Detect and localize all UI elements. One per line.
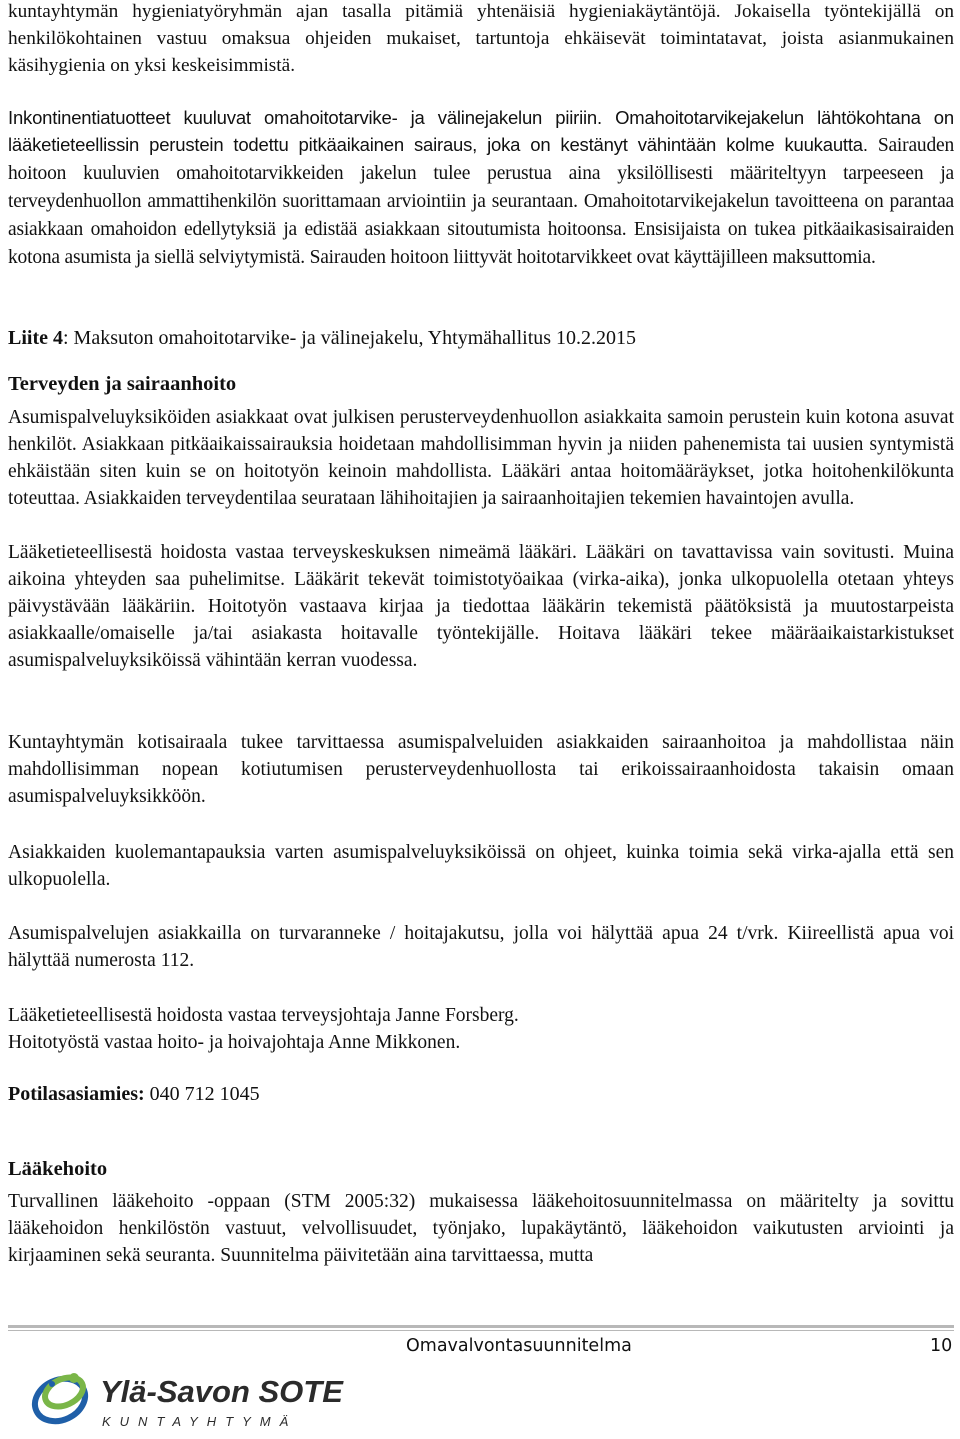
paragraph-kuolemantapaukset-text: Asiakkaiden kuolemantapauksia varten asumispalveluyksiköissä on ohjeet, kuinka toimia sekä virka-ajalla että sen ulkopuolella. [8, 842, 954, 890]
vastuu-hoitotyo: Hoitotyöstä vastaa hoito- ja hoivajohtaja Anne Mikkonen. [8, 1032, 461, 1053]
potilasasiamies-label: Potilasasiamies: [8, 1083, 145, 1105]
paragraph-omahoitotarvike [8, 104, 954, 271]
yla-savon-sote-logo [18, 1364, 358, 1434]
footer-rule-thin [8, 1330, 954, 1331]
paragraph-hygiene-text: kuntayhtymän hygieniatyöryhmän ajan tasalla pitämiä yhtenäisiä hygieniakäytäntöjä. Jokaisella työntekijällä on henkilökohtainen vastuu omaksua ohjeiden mukaiset, tartuntoja ehkäisevät toimintatavat, joista asianmukainen käsihygienia on yksi keskeisimmistä. [8, 1, 954, 76]
paragraph-turvaranneke-text: Asumispalvelujen asiakkailla on turvaranneke / hoitajakutsu, jolla voi hälyttää apua 24 t/vrk. Kiireellistä apua voi hälyttää numerosta 112. [8, 923, 954, 971]
paragraph-kuolemantapaukset [8, 839, 954, 893]
paragraph-kotisairaala [8, 729, 954, 810]
logo-swirl-icon [28, 1371, 92, 1429]
liite-reference [8, 325, 954, 352]
liite-label: Liite 4 [8, 327, 63, 349]
paragraph-omahoito-details: Sairauden hoitoon kuuluvien omahoitotarvikkeiden jakelun tulee perustua aina yksilöllisesti määriteltyyn tarpeeseen ja terveydenhuollon ammattihenkilön suorittamaan arviointiin ja seurantaan. Omahoitotarvikejakelun tavoitteena on parantaa asiakkaan omahoidon edellytyksiä ja edistää asiakkaan sitoutumista hoitoonsa. Ensisijaista on tukea pitkäaikasisairaiden kotona asumista ja siellä selviytymistä. Sairauden hoitoon liittyvät hoitotarvikkeet ovat käyttäjilleen maksuttomia. [8, 135, 954, 268]
section-laakehoito [8, 1156, 954, 1183]
paragraph-asumispalvelu-text: Asumispalveluyksiköiden asiakkaat ovat julkisen perusterveydenhuollon asiakkaita samoin perustein kuin kotona asuvat henkilöt. Asiakkaan pitkäaikaissairauksia hoidetaan mahdollisimman hyvin ja niiden pahenemista tai uusien syntymistä ehkäistään siten kuin se on hoitotyön keinoin mahdollista. Lääkäri antaa hoitomääräykset, jotka hoitohenkilökunta toteuttaa. Asiakkaiden terveydentilaa seurataan lähihoitajien ja sairaanhoitajien tekemien havaintojen avulla. [8, 407, 954, 509]
paragraph-vastuuhenkilot [8, 1002, 954, 1056]
paragraph-hygiene [8, 0, 954, 79]
potilasasiamies-number: 040 712 1045 [144, 1083, 260, 1105]
logo-name: Ylä-Savon SOTE [100, 1374, 343, 1409]
paragraph-laakehoito [8, 1188, 954, 1269]
paragraph-kotisairaala-text: Kuntayhtymän kotisairaala tukee tarvittaessa asumispalveluiden asiakkaiden sairaanhoitoa ja mahdollistaa näin mahdollisimman nopean kotiutumisen perusterveydenhuollosta tai erikoissairaanhoidosta takaisin omaan asumispalveluyksikköön. [8, 732, 954, 807]
paragraph-asumispalvelu [8, 404, 954, 512]
paragraph-laaketieteellinen-text: Lääketieteellisestä hoidosta vastaa terveyskeskuksen nimeämä lääkäri. Lääkäri on tavattavissa vain sovitusti. Muina aikoina yhteyden saa puhelimitse. Lääkärit tekevät toimistotyöaikaa (virka-aika), jonka ulkopuolella otetaan yhteys päivystävään lääkäriin. Hoitotyön vastaava kirjaa ja tiedottaa lääkärin tekemistä päätöksistä ja muutostarpeista asiakkaalle/omaiselle ja/tai asiakasta hoitavalle työntekijälle. Hoitava lääkäri tekee määräaikaistarkistukset asumispalveluyksiköissä vähintään kerran vuodessa. [8, 542, 954, 671]
footer-rule-thick [8, 1325, 954, 1328]
footer-document-title: Omavalvontasuunnitelma [406, 1336, 632, 1356]
logo-subtitle: KUNTAYHTYMÄ [102, 1414, 298, 1429]
vastuu-laaketieteellinen: Lääketieteellisestä hoidosta vastaa terveysjohtaja Janne Forsberg. [8, 1005, 519, 1026]
paragraph-omahoito-lahtokohta: Omahoitotarvikejakelun lähtökohtana on lääketieteellissin perustein todettu pitkäaikainen sairaus, joka on kestänyt vähintään kolme kuukautta. [8, 107, 954, 155]
liite-text: : Maksuton omahoitotarvike- ja välinejakelu, Yhtymähallitus 10.2.2015 [63, 327, 637, 349]
footer-page-number: 10 [930, 1336, 953, 1356]
heading-terveyden-ja-sairaanhoito: Terveyden ja sairaanhoito [8, 373, 237, 395]
paragraph-laakehoito-text: Turvallinen lääkehoito -oppaan (STM 2005:32) mukaisessa lääkehoitosuunnitelmassa on määritelty ja sovittu lääkehoidon henkilöstön vastuut, velvollisuudet, työnjako, lupakäytäntö, lääkehoidon vaikutusten arviointi ja kirjaaminen sekä seuranta. Suunnitelma päivitetään aina tarvittaessa, mutta [8, 1191, 954, 1266]
heading-laakehoito: Lääkehoito [8, 1158, 108, 1180]
potilasasiamies [8, 1081, 954, 1108]
paragraph-laaketieteellinen [8, 539, 954, 674]
paragraph-inkontinentia: Inkontinentiatuotteet kuuluvat omahoitotarvike- ja välinejakelun piiriin. [8, 107, 602, 128]
paragraph-turvaranneke [8, 920, 954, 974]
section-terveyden [8, 371, 954, 398]
